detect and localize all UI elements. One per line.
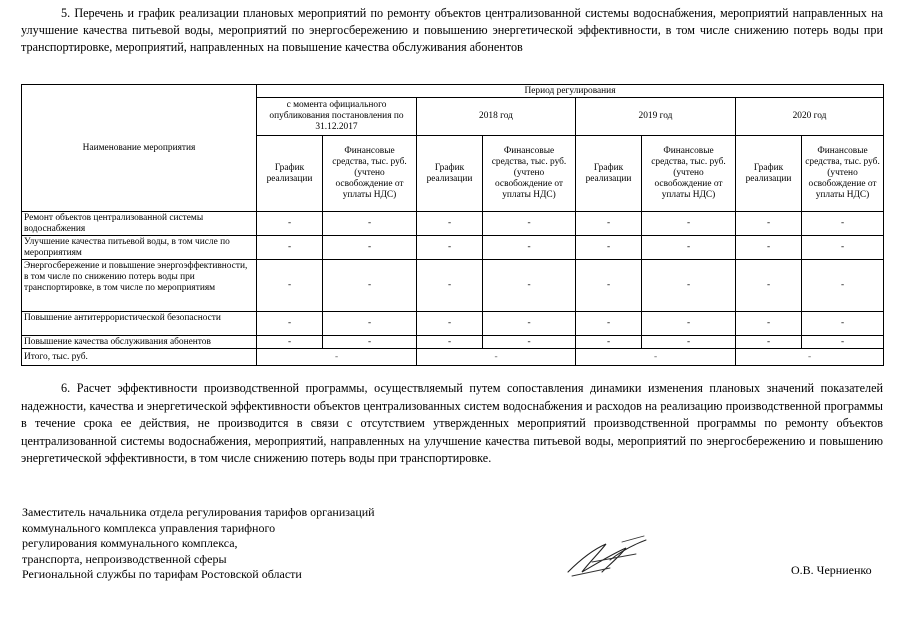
table-cell: - [576,236,642,260]
table-cell: - [483,236,576,260]
total-cell: - [576,349,736,366]
table-cell: - [576,312,642,336]
finance-header: Финансовые средства, тыс. руб. (учтено освобождение от уплаты НДС) [483,136,576,212]
total-cell: - [257,349,417,366]
activities-table [21,84,884,366]
signatory-position [22,505,375,583]
table-cell: - [642,312,736,336]
table-cell: - [483,212,576,236]
table-cell: - [802,260,884,312]
table-cell: - [257,336,323,349]
table-cell: - [576,336,642,349]
total-cell: - [736,349,884,366]
table-cell: - [417,312,483,336]
table-cell: - [642,260,736,312]
finance-header: Финансовые средства, тыс. руб. (учтено освобождение от уплаты НДС) [642,136,736,212]
table-cell: - [736,260,802,312]
row-name: Энергосбережение и повышение энергоэффективности, в том числе по снижению потерь воды при транспортировке, в том числе по мероприятиям [22,260,257,312]
period-header-2018: 2018 год [417,98,576,136]
activity-name-header: Наименование мероприятия [22,85,257,212]
schedule-header: График реализации [257,136,323,212]
table-cell: - [323,312,417,336]
table-row [22,236,884,260]
schedule-header: График реализации [736,136,802,212]
total-row [22,349,884,366]
table-cell: - [736,212,802,236]
table-cell: - [802,336,884,349]
table-cell: - [323,260,417,312]
table-cell: - [257,312,323,336]
table-cell: - [483,260,576,312]
table-cell: - [802,212,884,236]
table-cell: - [323,236,417,260]
table-cell: - [417,336,483,349]
regulation-period-header: Период регулирования [257,85,884,98]
signatory-line: транспорта, непроизводственной сферы [22,551,227,566]
table-cell: - [576,212,642,236]
table-cell: - [642,236,736,260]
table-row [22,212,884,236]
finance-header: Финансовые средства, тыс. руб. (учтено освобождение от уплаты НДС) [323,136,417,212]
table-cell: - [417,260,483,312]
table-cell: - [323,336,417,349]
signer-name: О.В. Черниенко [791,563,872,577]
row-name: Повышение антитеррористической безопасности [22,312,257,336]
table-cell: - [736,336,802,349]
period-header-initial: с момента официального опубликования постановления по 31.12.2017 [257,98,417,136]
row-name: Улучшение качества питьевой воды, в том числе по мероприятиям [22,236,257,260]
table-cell: - [802,236,884,260]
period-header-2020: 2020 год [736,98,884,136]
finance-header: Финансовые средства, тыс. руб. (учтено освобождение от уплаты НДС) [802,136,884,212]
table-row [22,260,884,312]
total-label: Итого, тыс. руб. [22,349,257,366]
table-cell: - [642,212,736,236]
total-cell: - [417,349,576,366]
table-cell: - [642,336,736,349]
period-header-2019: 2019 год [576,98,736,136]
table-row [22,312,884,336]
table-cell: - [802,312,884,336]
table-cell: - [483,336,576,349]
handwritten-signature [562,532,652,582]
signatory-line: коммунального комплекса управления тарифного [22,520,276,535]
section-5-paragraph: 5. Перечень и график реализации плановых мероприятий по ремонту объектов централизованной системы водоснабжения, мероприятий направленных на улучшение качества питьевой воды, мероприятий по энергосбережению и повышению энергетической эффективности, в том числе снижению потерь воды при транспортировке, мероприятий, направленных на повышение качества обслуживания абонентов [21,6,883,54]
signatory-line: Заместитель начальника отдела регулирования тарифов организаций [22,505,375,519]
signatory-line: регулирования коммунального комплекса, [22,536,238,551]
row-name: Повышение качества обслуживания абонентов [22,336,257,349]
table-cell: - [736,312,802,336]
table-cell: - [736,236,802,260]
table-cell: - [576,260,642,312]
table-cell: - [417,212,483,236]
table-cell: - [323,212,417,236]
table-cell: - [257,236,323,260]
schedule-header: График реализации [576,136,642,212]
row-name: Ремонт объектов централизованной системы водоснабжения [22,212,257,236]
table-cell: - [257,212,323,236]
table-cell: - [257,260,323,312]
table-cell: - [417,236,483,260]
schedule-header: График реализации [417,136,483,212]
section-6-paragraph: 6. Расчет эффективности производственной программы, осуществляемый путем сопоставления динамики изменения плановых значений показателей надежности, качества и энергетической эффективности объектов централизованных систем водоснабжения и расходов на реализацию производственной программы в течение срока ее действия, не производится в связи с отсутствием утвержденных мероприятий производственной программы по ремонту объектов централизованной системы водоснабжения, мероприятий, направленных на улучшение качества питьевой воды, мероприятий по энергосбережению и повышению энергетической эффективности, в том числе снижению потерь воды при транспортировке. [21,381,883,465]
table-cell: - [483,312,576,336]
signatory-line: Региональной службы по тарифам Ростовской области [22,567,302,582]
table-row [22,336,884,349]
